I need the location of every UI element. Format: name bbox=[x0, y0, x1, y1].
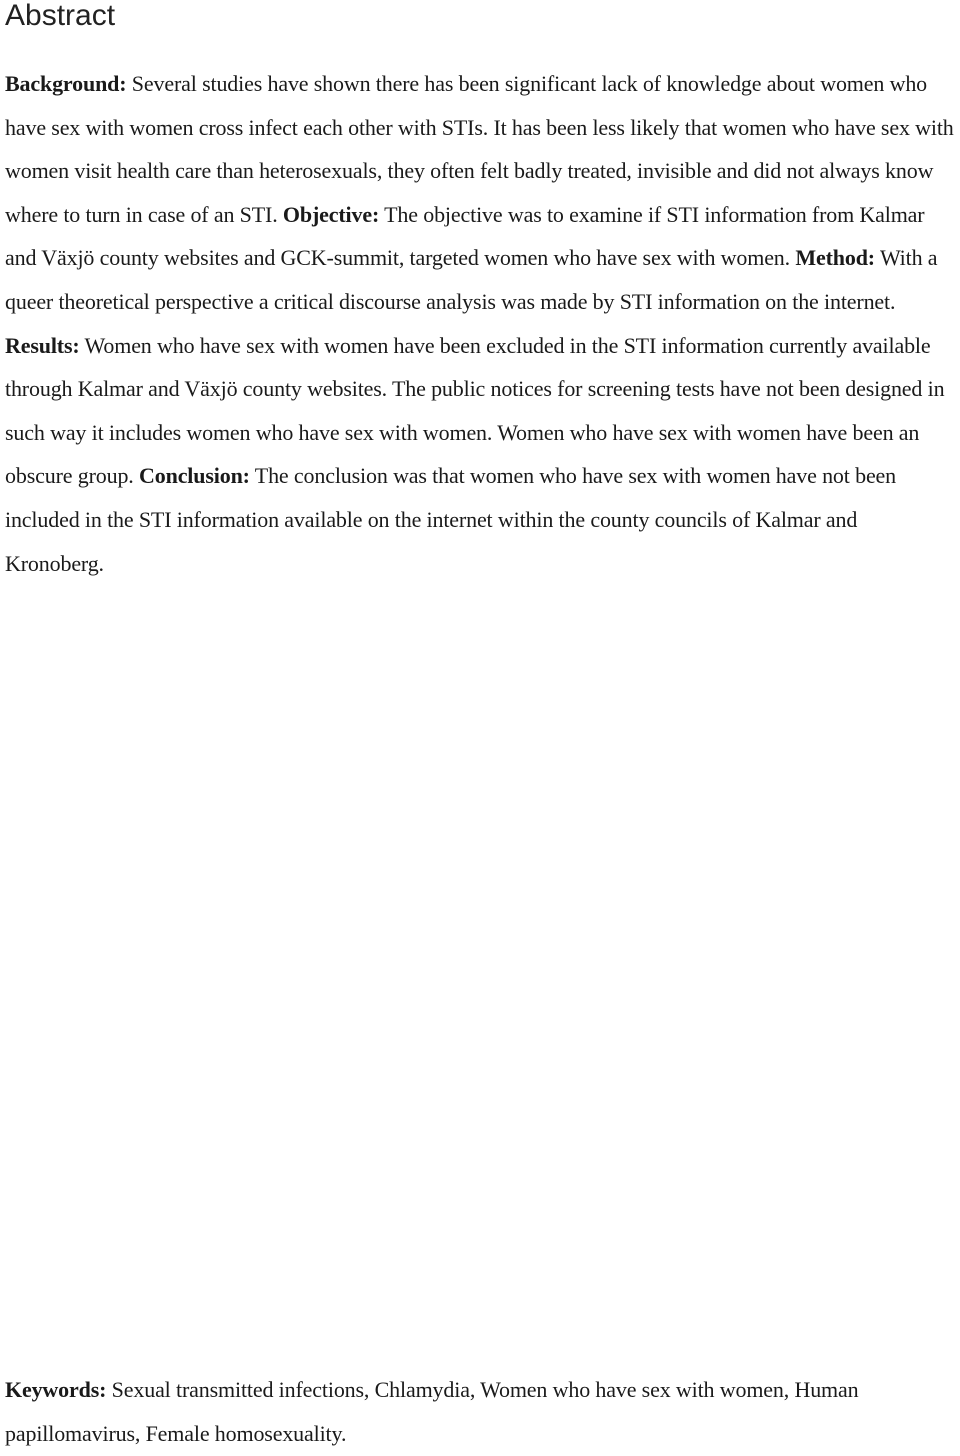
abstract-heading: Abstract bbox=[5, 0, 116, 32]
keywords-text: Sexual transmitted infections, Chlamydia, Women who have sex with women, Human papillomavirus, Female homosexuality. bbox=[5, 1377, 859, 1446]
background-text: Several studies have shown there has been significant lack of knowledge about women who have sex with women cross infect each other with STIs. It has been less likely that women who have sex with women visit health care than heterosexuals, they often felt badly treated, invisible and did not always know where to turn in case of an STI. bbox=[5, 71, 954, 227]
method-label: Method: bbox=[795, 245, 875, 271]
keywords-label: Keywords: bbox=[5, 1377, 107, 1402]
conclusion-text: The conclusion was that women who have sex with women have not been included in the STI information available on the internet within the county councils of Kalmar and Kronoberg. bbox=[5, 463, 897, 576]
objective-label: Objective: bbox=[282, 201, 380, 227]
background-label: Background: bbox=[5, 71, 127, 96]
results-text: Women who have sex with women have been excluded in the STI information currently available through Kalmar and Växjö county websites. The public notices for screening tests have not been designed in such way it includes women who have sex with women. Women who have sex with women have been an obscure group. bbox=[5, 332, 945, 489]
keywords-paragraph bbox=[5, 1368, 960, 1456]
results-label: Results: bbox=[5, 332, 80, 358]
objective-text: The objective was to examine if STI information from Kalmar and Växjö county websites and GCK-summit, targeted women who have sex with women. bbox=[5, 201, 925, 271]
method-text: With a queer theoretical perspective a critical discourse analysis was made by STI information on the internet. bbox=[5, 245, 938, 314]
abstract-paragraph bbox=[5, 62, 960, 585]
conclusion-label: Conclusion: bbox=[139, 463, 250, 489]
